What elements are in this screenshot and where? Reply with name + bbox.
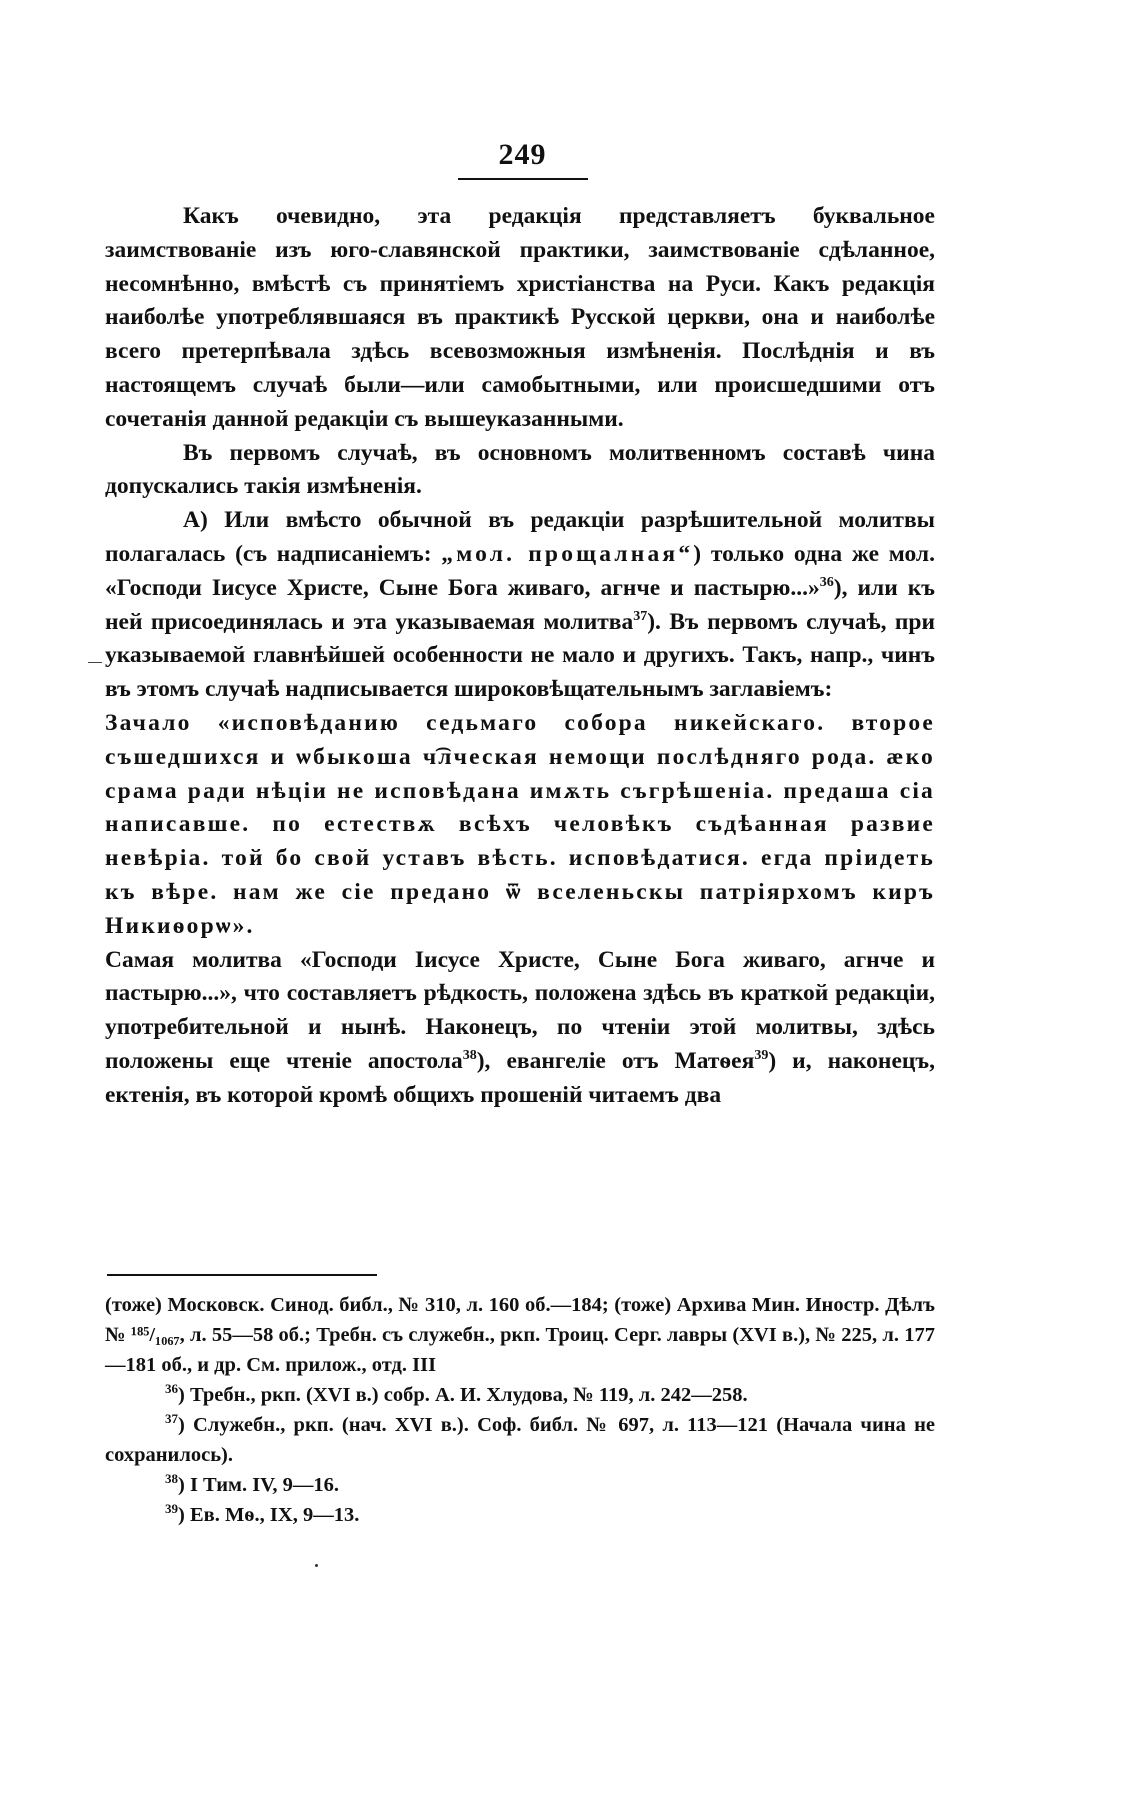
page-number: 249 [498,138,547,171]
footnote-text: ) Ев. Мѳ., IX, 9—13. [178,1504,360,1526]
footnote-number: 38 [165,1471,178,1487]
footnote-number: 39 [165,1501,178,1517]
footnote-ref: 36 [819,574,834,590]
paragraph-4 [105,944,935,1113]
paragraph-2: Въ первомъ случаѣ, въ основномъ молитвенномъ составѣ чина допускались такія измѣненія. [105,439,935,500]
footnote-text: ) I Тим. IV, 9—16. [178,1474,340,1496]
footnote-ref: 38 [462,1048,477,1064]
footnotes [105,1290,935,1530]
header-rule [458,178,588,180]
footnote-38 [105,1470,935,1500]
main-text [105,200,935,1113]
prayer-title-spaced: „мол. прощалная“ [441,540,694,567]
paragraph-3-text: ), или къ ней присоединялась и эта указываемая молитва [105,574,935,635]
footnote-37 [105,1410,935,1470]
paragraph-1: Какъ очевидно, эта редакція представляетъ буквальное заимствованіе изъ юго-славянской практики, заимствованіе сдѣланное, несомнѣнно, вмѣстѣ съ принятіемъ христіанства на Руси. Какъ редакція наиболѣе употреблявшаяся въ практикѣ Русской церкви, она и наиболѣе всего претерпѣвала здѣсь всевозможныя измѣненія. Послѣднія и въ настоящемъ случаѣ были—или самобытными, или происшедшими отъ сочетанія данной редакціи съ вышеуказанными. [105,203,935,432]
footnote-text: ) Требн., ркп. (XVI в.) собр. А. И. Хлудова, № 119, л. 242—258. [178,1384,748,1406]
footnote-39 [105,1500,935,1530]
paragraph-4-text: ) и, наконецъ, ектенія, въ которой кромѣ общихъ прошеній читаемъ два [105,1047,935,1108]
margin-mark [88,662,102,663]
paragraph-4-text: ), евангеліе отъ Матѳея [476,1047,755,1074]
paragraph-4-text: Самая молитва «Господи Іисусе Христе, Сыне Бога живаго, агнче и пастырю...», что составляетъ рѣдкость, положена здѣсь въ краткой редакціи, употребительной и нынѣ. Наконецъ, по чтеніи этой молитвы, здѣсь положены еще чтеніе апостола [105,946,935,1074]
footnote-number: 36 [165,1381,178,1397]
paragraph-3 [105,504,935,707]
footnote-rule [107,1274,377,1276]
print-speck [315,1564,318,1567]
footnote-text: ) Служебн., ркп. (нач. XVI в.). Соф. библ. № 697, л. 113—121 (Начала чина не сохранилось). [105,1414,935,1466]
paragraph-3-text: А) Или вмѣсто обычной въ редакціи разрѣшительной молитвы полагалась (съ надписаніемъ: [105,507,935,567]
paragraph-3-text: ). Въ первомъ случаѣ, при указываемой главнѣйшей особенности не мало и другихъ. Такъ, напр., чинъ въ этомъ случаѣ надписывается широковѣщательнымъ заглавіемъ: [105,608,935,703]
footnote-number: 37 [165,1411,178,1427]
footnote-36 [105,1380,935,1410]
footnote-ref: 39 [754,1048,769,1064]
slavonic-title-block: Зачало «исповѣданию седьмаго собора никейскаго. второе съшедшихся и ѡбыкоша ч͡лческая немощи послѣдняго рода. ӕко срама ради нѣціи не исповѣдана имѫть съгрѣшеніа. предаша сіа написавше. по естествѫ всѣхъ человѣкъ съдѣанная развие невѣріа. той бо свой уставъ вѣсть. исповѣдатися. егда пріидеть къ вѣре. нам же сіе предано ѿ вселеньскы патріярхомъ киръ Никиѳорѡ». [105,709,935,939]
footnote-continuation: (тоже) Московск. Синод. библ., № 310, л. 160 об.—184; (тоже) Архива Мин. Иностр. Дѣлъ № ¹⁸⁵/₁₀₆₇, л. 55—58 об.; Требн. съ служебн., ркп. Троиц. Серг. лавры (XVI в.), № 225, л. 177—181 об., и др. См. прилож., отд. III [105,1294,935,1376]
paragraph-3-text: ) только одна же мол. «Господи Іисусе Христе, Сыне Бога живаго, агнче и пастырю...» [105,540,935,601]
footnote-ref: 37 [633,608,648,624]
